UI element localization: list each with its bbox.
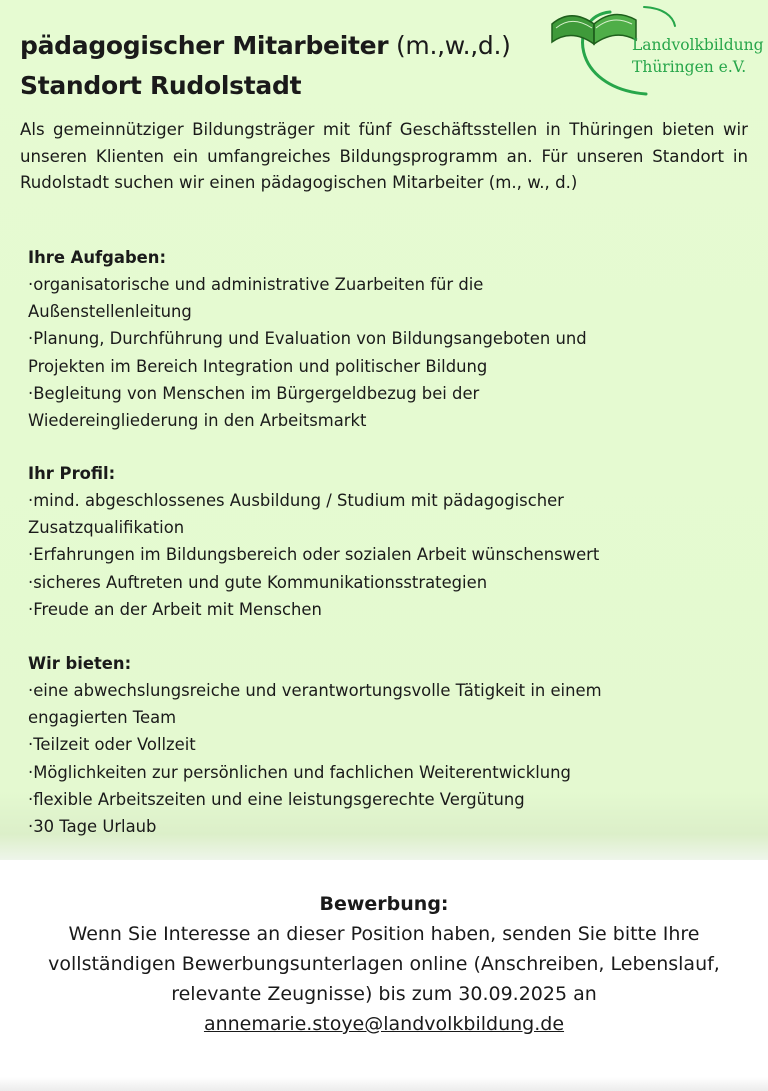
list-item: Zusatzqualifikation [28, 518, 185, 538]
intro-paragraph: Als gemeinnütziger Bildungsträger mit fünf Geschäftsstellen in Thüringen bieten wir unseren Klienten ein umfangreiches Bildungsprogramm an. Für unseren Standort in Rudolstadt suchen wir einen pädagogischen Mitarbeiter (m., w., d.) [20, 120, 748, 192]
section-heading: Ihr Profil: [28, 464, 116, 483]
list-item: Außenstellenleitung [28, 302, 192, 322]
section-tasks [28, 244, 748, 434]
list-item: ·Teilzeit oder Vollzeit [28, 735, 196, 755]
list-item: ·sicheres Auftreten und gute Kommunikationsstrategien [28, 572, 488, 592]
list-item: ·flexible Arbeitszeiten und eine leistungsgerechte Vergütung [28, 789, 525, 809]
list-item: Wiedereingliederung in den Arbeitsmarkt [28, 411, 367, 431]
page-title [20, 26, 580, 106]
list-item: ·Erfahrungen im Bildungsbereich oder sozialen Arbeit wünschenswert [28, 545, 600, 565]
application-section [0, 889, 768, 1039]
application-text: Wenn Sie Interesse an dieser Position haben, senden Sie bitte Ihre vollständigen Bewerbungsunterlagen online (Anschreiben, Lebenslauf, relevante Zeugnisse) bis zum 30.09.2025 an [48, 923, 720, 1005]
logo-text-line1: Landvolkbildung [632, 36, 764, 54]
list-item: ·Möglichkeiten zur persönlichen und fachlichen Weiterentwicklung [28, 762, 571, 782]
title-gender-suffix: (m.,w.,d.) [395, 31, 511, 60]
title-location: Standort Rudolstadt [20, 71, 302, 100]
application-heading: Bewerbung: [319, 893, 449, 915]
section-heading: Ihre Aufgaben: [28, 248, 167, 267]
email-link[interactable]: annemarie.stoye@landvolkbildung.de [203, 1013, 565, 1035]
offer-list [28, 677, 748, 840]
organization-logo [548, 2, 768, 98]
list-item: ·organisatorische und administrative Zuarbeiten für die [28, 275, 484, 294]
list-item: ·eine abwechslungsreiche und verantwortungsvolle Tätigkeit in einem [28, 681, 602, 700]
profile-list [28, 487, 748, 623]
list-item: ·Planung, Durchführung und Evaluation von Bildungsangeboten und [28, 329, 587, 349]
list-item: ·mind. abgeschlossenes Ausbildung / Studium mit pädagogischer [28, 491, 564, 510]
list-item: ·Begleitung von Menschen im Bürgergeldbezug bei der [28, 383, 480, 403]
title-position: pädagogischer Mitarbeiter [20, 31, 389, 60]
bottom-shadow [0, 1077, 768, 1091]
list-item: Projekten im Bereich Integration und politischer Bildung [28, 356, 488, 376]
section-offer [28, 650, 748, 840]
logo-text-line2: Thüringen e.V. [632, 58, 747, 76]
list-item: engagierten Team [28, 708, 177, 728]
section-heading: Wir bieten: [28, 654, 132, 673]
list-item: ·Freude an der Arbeit mit Menschen [28, 599, 322, 619]
list-item: ·30 Tage Urlaub [28, 817, 157, 837]
task-list [28, 271, 748, 434]
section-profile [28, 460, 748, 623]
